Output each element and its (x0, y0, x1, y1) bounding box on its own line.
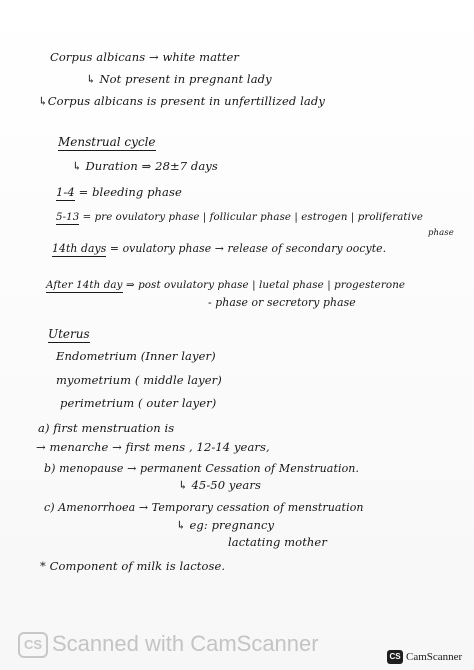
note-line: ↳ Duration ⇒ 28±7 days (72, 159, 218, 173)
note-line: Endometrium (Inner layer) (56, 349, 216, 363)
watermark-text: Scanned with CamScanner (52, 631, 319, 656)
note-line: Corpus albicans → white matter (50, 50, 239, 64)
camscanner-logo: CS (18, 632, 48, 658)
note-line: → menarche → first mens , 12-14 years, (36, 440, 270, 454)
note-line: lactating mother (228, 535, 327, 549)
note-line: * Component of milk is lactose. (40, 559, 226, 573)
note-line: ↳ 45-50 years (178, 478, 261, 492)
note-line: b) menopause → permanent Cessation of Menstruation. (44, 462, 360, 475)
note-line: phase (428, 228, 454, 238)
heading-menstrual-cycle: Menstrual cycle (58, 135, 156, 149)
note-line: a) first menstruation is (38, 421, 175, 435)
note-line: ↳ eg: pregnancy (176, 518, 275, 532)
note-line: 5-13 = pre ovulatory phase | follicular phase | estrogen | proliferative (56, 212, 423, 223)
note-line: 1-4 = bleeding phase (56, 185, 182, 199)
note-line: c) Amenorrhoea → Temporary cessation of menstruation (44, 501, 364, 514)
note-line: - phase or secretory phase (208, 296, 356, 309)
note-line: After 14th day ⇒ post ovulatory phase | luetal phase | progesterone (46, 279, 406, 291)
note-line: ↳ Not present in pregnant lady (86, 72, 272, 86)
note-line: perimetrium ( outer layer) (60, 396, 217, 410)
camscanner-badge-logo: CS (387, 650, 403, 664)
note-line: myometrium ( middle layer) (56, 373, 222, 387)
heading-uterus: Uterus (48, 327, 90, 341)
note-line: 14th days = ovulatory phase → release of secondary oocyte. (52, 242, 387, 255)
camscanner-badge-text: CamScanner (406, 651, 463, 663)
note-line: ↳Corpus albicans is present in unfertillized lady (38, 94, 325, 108)
